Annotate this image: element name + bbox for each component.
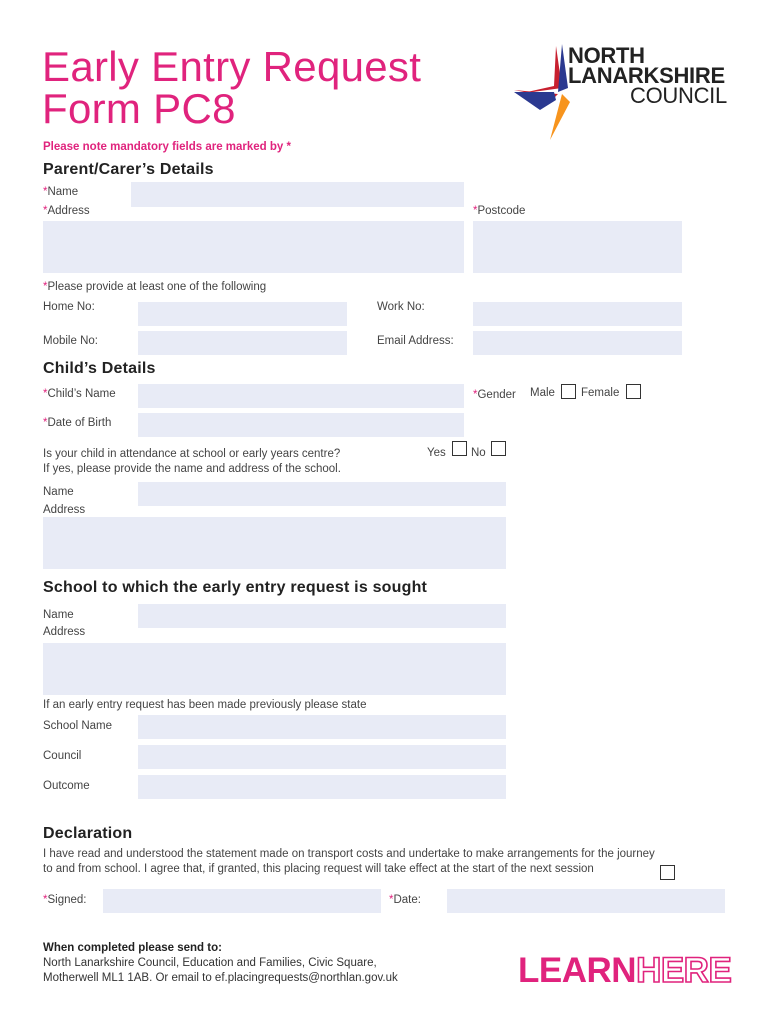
parent-name-label	[43, 186, 78, 198]
requested-school-address-field[interactable]	[43, 643, 506, 695]
signed-field[interactable]	[103, 889, 381, 913]
male-checkbox[interactable]	[561, 384, 576, 399]
male-label: Male	[530, 387, 555, 399]
parent-address-text: Address	[47, 205, 90, 217]
provide-note	[43, 281, 266, 293]
current-school-address-label: Address	[43, 504, 86, 516]
required-marker: *	[43, 417, 48, 429]
previous-request-note: If an early entry request has been made previously please state	[43, 699, 367, 711]
send-heading: When completed please send to:	[43, 942, 222, 954]
school-section-heading: School to which the early entry request is sought	[43, 579, 428, 596]
signed-text: Signed:	[47, 894, 87, 906]
mobile-no-field[interactable]	[138, 331, 347, 355]
home-no-field[interactable]	[138, 302, 347, 326]
parent-address-label	[43, 205, 90, 217]
parent-name-field[interactable]	[131, 182, 464, 207]
date-label	[389, 894, 421, 906]
yes-checkbox[interactable]	[452, 441, 467, 456]
logo-text-north: NORTH	[568, 43, 645, 68]
requested-school-name-label: Name	[43, 609, 74, 621]
previous-outcome-label: Outcome	[43, 780, 90, 792]
child-name-text: Child’s Name	[47, 388, 116, 400]
form-title-line1: Early Entry Request	[42, 43, 422, 90]
child-section-heading: Child’s Details	[43, 360, 156, 377]
previous-council-label: Council	[43, 750, 82, 762]
required-marker: *	[43, 894, 48, 906]
email-label: Email Address:	[377, 335, 454, 347]
mobile-no-label: Mobile No:	[43, 335, 98, 347]
attendance-question	[43, 447, 341, 477]
previous-council-field[interactable]	[138, 745, 506, 769]
parent-name-text: Name	[47, 186, 79, 198]
parent-section-heading: Parent/Carer’s Details	[43, 161, 214, 178]
child-name-label	[43, 388, 116, 400]
footer-address-line2: Motherwell ML1 1AB. Or email to ef.placingrequests@northlan.gov.uk	[43, 972, 398, 984]
required-marker: *	[43, 281, 48, 293]
required-marker: *	[389, 894, 394, 906]
required-marker: *	[43, 388, 48, 400]
required-marker: *	[43, 186, 48, 198]
date-text: Date:	[393, 894, 421, 906]
requested-school-address-label: Address	[43, 626, 86, 638]
current-school-name-field[interactable]	[138, 482, 506, 506]
signed-label	[43, 894, 87, 906]
attendance-question-line1: Is your child in attendance at school or early years centre?	[43, 448, 341, 460]
dob-text: Date of Birth	[47, 417, 112, 429]
current-school-name-label: Name	[43, 486, 74, 498]
current-school-address-field[interactable]	[43, 517, 506, 569]
declaration-text-line2: to and from school. I agree that, if granted, this placing request will take effect at the start of the next session	[43, 863, 594, 875]
attendance-question-line2: If yes, please provide the name and address of the school.	[43, 463, 341, 475]
child-name-field[interactable]	[138, 384, 464, 408]
parent-postcode-field[interactable]	[473, 221, 682, 273]
required-marker: *	[473, 205, 478, 217]
mandatory-note: Please note mandatory fields are marked by *	[43, 141, 291, 153]
learn-here-logo	[518, 951, 731, 991]
council-logo	[510, 42, 730, 142]
no-label: No	[471, 447, 486, 459]
logo-text-lanarkshire: LANARKSHIRE	[568, 63, 725, 88]
required-marker: *	[473, 389, 478, 401]
previous-school-name-field[interactable]	[138, 715, 506, 739]
declaration-heading: Declaration	[43, 825, 133, 842]
parent-postcode-text: Postcode	[477, 205, 526, 217]
no-checkbox[interactable]	[491, 441, 506, 456]
date-field[interactable]	[447, 889, 725, 913]
parent-address-field[interactable]	[43, 221, 464, 273]
learn-text: LEARN	[518, 951, 637, 990]
declaration-text	[43, 847, 655, 877]
footer-address	[43, 941, 398, 986]
parent-postcode-label	[473, 205, 525, 217]
form-title-line2: Form PC8	[42, 85, 236, 132]
email-field[interactable]	[473, 331, 682, 355]
provide-note-text: Please provide at least one of the following	[47, 281, 267, 293]
declaration-text-line1: I have read and understood the statement made on transport costs and undertake to make arrangements for the journey	[43, 848, 655, 860]
female-label: Female	[581, 387, 620, 399]
gender-text: Gender	[477, 389, 516, 401]
dob-label	[43, 417, 111, 429]
footer-address-line1: North Lanarkshire Council, Education and Families, Civic Square,	[43, 957, 377, 969]
requested-school-name-field[interactable]	[138, 604, 506, 628]
previous-outcome-field[interactable]	[138, 775, 506, 799]
home-no-label: Home No:	[43, 301, 95, 313]
here-text: HERE	[636, 951, 732, 990]
declaration-checkbox[interactable]	[660, 865, 675, 880]
logo-text-council: COUNCIL	[630, 83, 727, 108]
form-title	[42, 43, 422, 132]
female-checkbox[interactable]	[626, 384, 641, 399]
yes-label: Yes	[427, 447, 446, 459]
gender-label	[473, 389, 516, 401]
dob-field[interactable]	[138, 413, 464, 437]
previous-school-name-label: School Name	[43, 720, 113, 732]
work-no-field[interactable]	[473, 302, 682, 326]
required-marker: *	[43, 205, 48, 217]
work-no-label: Work No:	[377, 301, 425, 313]
